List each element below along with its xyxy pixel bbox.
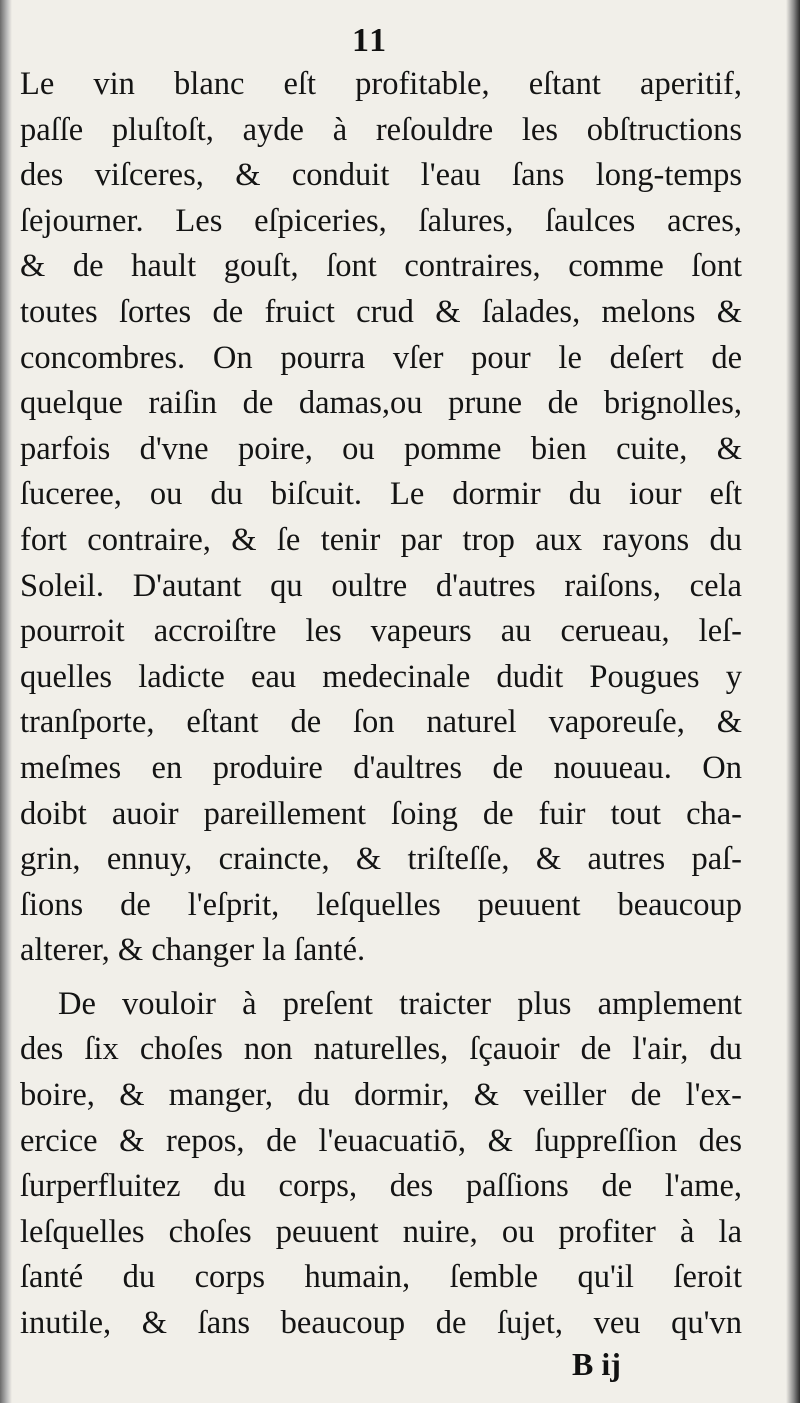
signature-mark: B ij [572, 1346, 621, 1382]
text-line: ſanté du corps humain, ſemble qu'il ſeroit [20, 1259, 742, 1296]
text-line: ſions de l'eſprit, leſquelles peuuent beaucoup [20, 886, 742, 923]
text-line: fort contraire, & ſe tenir par trop aux rayons du [20, 521, 742, 558]
paragraph-gap [20, 974, 742, 982]
text-line: Soleil. D'autant qu oultre d'autres raiſons, cela [20, 567, 742, 604]
text-line: boire, & manger, du dormir, & veiller de l'ex- [20, 1077, 742, 1114]
text-line: ercice & repos, de l'euacuatiō, & ſuppreſſion des [20, 1122, 742, 1159]
text-line: ſuceree, ou du biſcuit. Le dormir du iour eſt [20, 476, 742, 513]
text-line: meſmes en produire d'aultres de nouueau. On [20, 749, 742, 786]
page-edge-shadow [786, 0, 800, 1403]
page-number: 11 [352, 22, 389, 59]
text-line: quelles ladicte eau medecinale dudit Pougues y [20, 658, 742, 695]
text-line: quelque raiſin de damas,ou prune de brignolles, [20, 385, 742, 422]
text-line: Le vin blanc eſt profitable, eſtant aperitif, [20, 66, 742, 102]
text-line: toutes ſortes de fruict crud & ſalades, melons & [20, 293, 742, 330]
text-line: alterer, & changer la ſanté. [20, 932, 366, 969]
text-line: paſſe pluſtoſt, ayde à reſouldre les obſtructions [20, 111, 742, 148]
text-line: grin, ennuy, craincte, & triſteſſe, & autres paſ- [20, 841, 742, 878]
text-line: leſquelles choſes peuuent nuire, ou profiter à la [20, 1213, 742, 1250]
text-line: inutile, & ſans beaucoup de ſujet, veu qu'vn [20, 1305, 742, 1342]
text-line: De vouloir à preſent traicter plus amplement [58, 985, 742, 1022]
text-line: ſejourner. Les eſpiceries, ſalures, ſaulces acres, [20, 202, 742, 239]
body-text [20, 62, 742, 1347]
text-line: doibt auoir pareillement ſoing de fuir tout cha- [20, 795, 742, 832]
text-line: concombres. On pourra vſer pour le deſert de [20, 339, 742, 376]
text-line: & de hault gouſt, ſont contraires, comme ſont [20, 248, 742, 285]
text-line: tranſporte, eſtant de ſon naturel vaporeuſe, & [20, 704, 742, 741]
text-line: des viſceres, & conduit l'eau ſans long-temps [20, 157, 742, 194]
text-line: ſurperfluitez du corps, des paſſions de l'ame, [20, 1168, 742, 1205]
text-line: pourroit accroiſtre les vapeurs au cerueau, leſ- [20, 613, 742, 650]
text-line: parfois d'vne poire, ou pomme bien cuite, & [20, 430, 742, 467]
page-binding-shadow [0, 0, 12, 1403]
text-line: des ſix choſes non naturelles, ſçauoir de l'air, du [20, 1031, 742, 1068]
